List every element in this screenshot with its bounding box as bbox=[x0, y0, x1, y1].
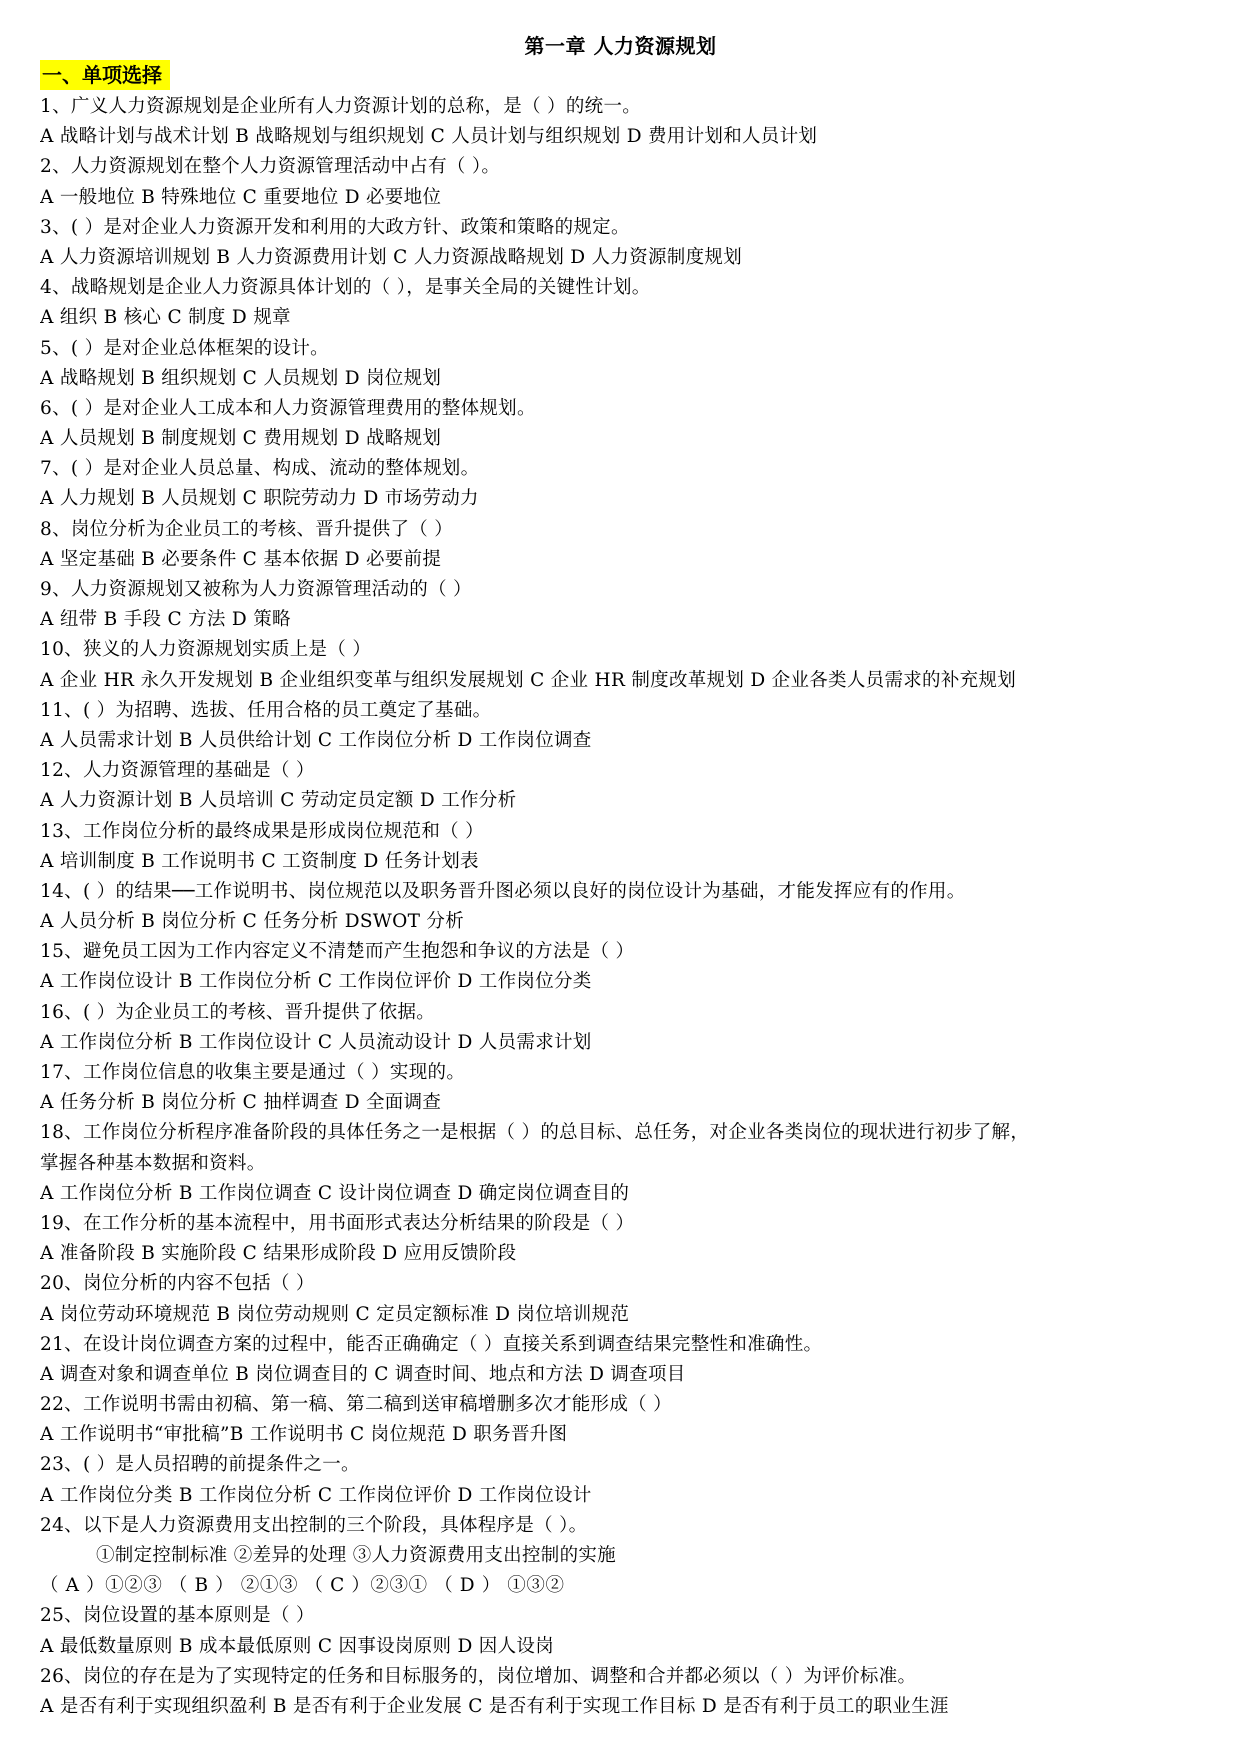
answer-options: A 企业 HR 永久开发规划 B 企业组织变革与组织发展规划 C 企业 HR 制度改革规划 D 企业各类人员需求的补充规划 bbox=[40, 669, 1017, 691]
question-text: 4、战略规划是企业人力资源具体计划的（ ），是事关全局的关键性计划。 bbox=[40, 277, 651, 299]
answer-options: A 工作岗位分类 B 工作岗位分析 C 工作岗位评价 D 工作岗位设计 bbox=[40, 1484, 592, 1506]
answer-options: （ A ）①②③ （ B ） ②①③ （ C ）②③① （ D ） ①③② bbox=[40, 1575, 565, 1597]
question-text: 20、岗位分析的内容不包括（ ） bbox=[40, 1273, 315, 1295]
question-text: 21、在设计岗位调查方案的过程中，能否正确确定（ ）直接关系到调查结果完整性和准确性。 bbox=[40, 1333, 823, 1355]
question-text: 16、( ）为企业员工的考核、晋升提供了依据。 bbox=[40, 1001, 436, 1023]
chapter-title: 第一章 人力资源规划 bbox=[524, 34, 717, 58]
question-text: 15、避免员工因为工作内容定义不清楚而产生抱怨和争议的方法是（ ） bbox=[40, 941, 635, 963]
question-text: 8、岗位分析为企业员工的考核、晋升提供了（ ） bbox=[40, 518, 454, 540]
question-text: 6、( ）是对企业人工成本和人力资源管理费用的整体规划。 bbox=[40, 397, 536, 419]
section-heading: 一、单项选择 bbox=[40, 60, 170, 90]
sequence-steps: ①制定控制标准 ②差异的处理 ③人力资源费用支出控制的实施 bbox=[96, 1545, 616, 1566]
question-text: 13、工作岗位分析的最终成果是形成岗位规范和（ ） bbox=[40, 820, 484, 842]
question-text: 2、人力资源规划在整个人力资源管理活动中占有（ ）。 bbox=[40, 156, 501, 178]
question-text: 24、以下是人力资源费用支出控制的三个阶段，具体程序是（ ）。 bbox=[40, 1514, 588, 1536]
question-text: 9、人力资源规划又被称为人力资源管理活动的（ ） bbox=[40, 579, 472, 600]
question-text: 17、工作岗位信息的收集主要是通过（ ）实现的。 bbox=[40, 1062, 466, 1083]
answer-options: A 任务分析 B 岗位分析 C 抽样调查 D 全面调查 bbox=[40, 1092, 442, 1114]
answer-options: A 工作岗位分析 B 工作岗位调查 C 设计岗位调查 D 确定岗位调查目的 bbox=[40, 1182, 630, 1204]
question-text: 19、在工作分析的基本流程中，用书面形式表达分析结果的阶段是（ ） bbox=[40, 1212, 635, 1234]
question-text: 12、人力资源管理的基础是（ ） bbox=[40, 760, 315, 782]
answer-options: A 战略规划 B 组织规划 C 人员规划 D 岗位规划 bbox=[40, 367, 442, 389]
answer-options: A 准备阶段 B 实施阶段 C 结果形成阶段 D 应用反馈阶段 bbox=[40, 1243, 517, 1265]
answer-options: A 培训制度 B 工作说明书 C 工资制度 D 任务计划表 bbox=[40, 850, 479, 872]
answer-options: A 工作岗位设计 B 工作岗位分析 C 工作岗位评价 D 工作岗位分类 bbox=[40, 971, 592, 993]
answer-options: A 工作说明书“审批稿”B 工作说明书 C 岗位规范 D 职务晋升图 bbox=[40, 1424, 568, 1446]
answer-options: A 工作岗位分析 B 工作岗位设计 C 人员流动设计 D 人员需求计划 bbox=[40, 1031, 592, 1053]
answer-options: A 人力规划 B 人员规划 C 职院劳动力 D 市场劳动力 bbox=[40, 488, 479, 510]
question-text: 10、狭义的人力资源规划实质上是（ ） bbox=[40, 639, 372, 661]
answer-options: A 人力资源培训规划 B 人力资源费用计划 C 人力资源战略规划 D 人力资源制度规划 bbox=[40, 246, 743, 268]
question-text: 23、( ）是人员招聘的前提条件之一。 bbox=[40, 1454, 360, 1476]
question-text: 11、( ）为招聘、选拔、任用合格的员工奠定了基础。 bbox=[40, 699, 492, 721]
answer-options: A 人力资源计划 B 人员培训 C 劳动定员定额 D 工作分析 bbox=[40, 790, 517, 812]
answer-options: A 组织 B 核心 C 制度 D 规章 bbox=[40, 307, 291, 329]
answer-options: A 坚定基础 B 必要条件 C 基本依据 D 必要前提 bbox=[40, 548, 442, 570]
question-text: 25、岗位设置的基本原则是（ ） bbox=[40, 1605, 315, 1627]
question-text: 22、工作说明书需由初稿、第一稿、第二稿到送审稿增删多次才能形成（ ） bbox=[40, 1394, 672, 1416]
question-text: 7、( ）是对企业人员总量、构成、流动的整体规划。 bbox=[40, 458, 480, 480]
answer-options: A 调查对象和调查单位 B 岗位调查目的 C 调查时间、地点和方法 D 调查项目 bbox=[40, 1363, 686, 1385]
question-text: 1、广义人力资源规划是企业所有人力资源计划的总称，是（ ）的统一。 bbox=[40, 96, 642, 117]
answer-options: A 人员需求计划 B 人员供给计划 C 工作岗位分析 D 工作岗位调查 bbox=[40, 729, 592, 751]
question-text-continued: 掌握各种基本数据和资料。 bbox=[40, 1152, 266, 1174]
answer-options: A 人员规划 B 制度规划 C 费用规划 D 战略规划 bbox=[40, 428, 442, 450]
question-text: 26、岗位的存在是为了实现特定的任务和目标服务的，岗位增加、调整和合并都必须以（ ）为评价标准。 bbox=[40, 1665, 917, 1687]
question-text: 5、( ）是对企业总体框架的设计。 bbox=[40, 337, 329, 359]
answer-options: A 一般地位 B 特殊地位 C 重要地位 D 必要地位 bbox=[40, 186, 442, 208]
question-list bbox=[40, 92, 1210, 1722]
answer-options: A 纽带 B 手段 C 方法 D 策略 bbox=[40, 609, 291, 631]
question-text: 18、工作岗位分析程序准备阶段的具体任务之一是根据（ ）的总目标、总任务，对企业各类岗位的现状进行初步了解， bbox=[40, 1122, 1030, 1144]
answer-options: A 是否有利于实现组织盈利 B 是否有利于企业发展 C 是否有利于实现工作目标 D 是否有利于员工的职业生涯 bbox=[40, 1695, 949, 1717]
answer-options: A 人员分析 B 岗位分析 C 任务分析 DSWOT 分析 bbox=[40, 911, 465, 933]
answer-options: A 最低数量原则 B 成本最低原则 C 因事设岗原则 D 因人设岗 bbox=[40, 1635, 555, 1657]
question-text: 14、( ）的结果──工作说明书、岗位规范以及职务晋升图必须以良好的岗位设计为基础，才能发挥应有的作用。 bbox=[40, 880, 966, 902]
answer-options: A 战略计划与战术计划 B 战略规划与组织规划 C 人员计划与组织规划 D 费用计划和人员计划 bbox=[40, 126, 818, 148]
question-text: 3、( ）是对企业人力资源开发和利用的大政方针、政策和策略的规定。 bbox=[40, 216, 630, 238]
answer-options: A 岗位劳动环境规范 B 岗位劳动规则 C 定员定额标准 D 岗位培训规范 bbox=[40, 1303, 630, 1325]
